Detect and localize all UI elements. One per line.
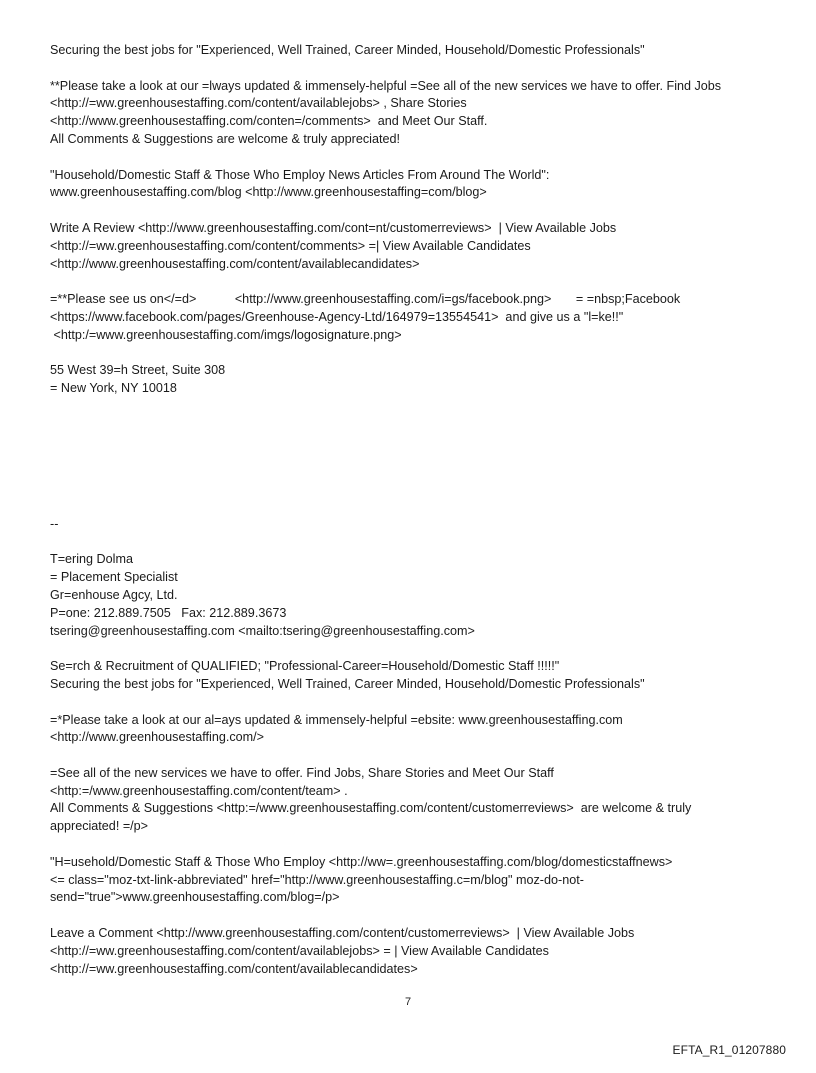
text-line: <http://=ww.greenhousestaffing.com/content/availablecandidates> bbox=[50, 961, 418, 976]
text-line: send="true">www.greenhousestaffing.com/blog=/p> bbox=[50, 890, 340, 905]
text-line: Write A Review <http://www.greenhousestaffing.com/cont=nt/customerreviews> | View Available Jobs bbox=[50, 220, 617, 235]
text-line: <= class="moz-txt-link-abbreviated" href="http://www.greenhousestaffing.c=m/blog" moz-do-not- bbox=[50, 872, 584, 887]
services-paragraph bbox=[50, 765, 766, 836]
text-line: <http://=ww.greenhousestaffing.com/content/availablejobs> , Share Stories bbox=[50, 96, 467, 111]
website-paragraph bbox=[50, 712, 766, 748]
text-line: "H=usehold/Domestic Staff & Those Who Employ <http://ww=.greenhousestaffing.com/blog/domesticstaffnews> bbox=[50, 854, 673, 869]
text-line: appreciated! =/p> bbox=[50, 819, 149, 834]
text-line: All Comments & Suggestions <http:=/www.greenhousestaffing.com/content/customerreviews> are welcome & truly bbox=[50, 801, 692, 816]
text-line: <http:=/www.greenhousestaffing.com/content/team> . bbox=[50, 783, 348, 798]
text-line: All Comments & Suggestions are welcome & truly appreciated! bbox=[50, 131, 400, 146]
text-line: Securing the best jobs for "Experienced, Well Trained, Career Minded, Household/Domestic Professionals" bbox=[50, 676, 645, 691]
email-document-body bbox=[50, 42, 766, 996]
document-id: EFTA_R1_01207880 bbox=[672, 1043, 786, 1057]
blank-space bbox=[50, 416, 766, 516]
text-line: <http:/=www.greenhousestaffing.com/imgs/logosignature.png> bbox=[50, 327, 402, 342]
signature-company: Gr=enhouse Agcy, Ltd. bbox=[50, 587, 178, 602]
address-paragraph bbox=[50, 362, 766, 398]
text-line: <http://www.greenhousestaffing.com/conten=/comments> and Meet Our Staff. bbox=[50, 114, 488, 129]
text-line: "Household/Domestic Staff & Those Who Employ News Articles From Around The World": bbox=[50, 167, 550, 182]
text-line: =*Please take a look at our al=ays updated & immensely-helpful =ebsite: www.greenhousestaffing.com bbox=[50, 712, 623, 727]
tagline-line: Securing the best jobs for "Experienced, Well Trained, Career Minded, Household/Domestic Professionals" bbox=[50, 43, 645, 57]
signature-block bbox=[50, 551, 766, 640]
text-line: Leave a Comment <http://www.greenhousestaffing.com/content/customerreviews> | View Available Jobs bbox=[50, 926, 635, 941]
separator-text: -- bbox=[50, 516, 59, 531]
text-line: <http://www.greenhousestaffing.com/> bbox=[50, 730, 264, 745]
comment-links-paragraph bbox=[50, 925, 766, 978]
page-number: 7 bbox=[404, 996, 412, 1008]
please-look-paragraph bbox=[50, 78, 766, 149]
facebook-paragraph bbox=[50, 291, 766, 344]
signature-separator bbox=[50, 516, 766, 534]
signature-name: T=ering Dolma bbox=[50, 552, 133, 567]
text-line: Se=rch & Recruitment of QUALIFIED; "Professional-Career=Household/Domestic Staff !!!!!" bbox=[50, 659, 560, 674]
signature-title: = Placement Specialist bbox=[50, 570, 178, 585]
news-paragraph bbox=[50, 167, 766, 203]
address-line: 55 West 39=h Street, Suite 308 bbox=[50, 363, 226, 378]
text-line: www.greenhousestaffing.com/blog <http://www.greenhousestaffing=com/blog> bbox=[50, 185, 487, 200]
text-line: <http://=ww.greenhousestaffing.com/content/availablejobs> = | View Available Candidates bbox=[50, 943, 549, 958]
household-paragraph bbox=[50, 854, 766, 907]
signature-email: tsering@greenhousestaffing.com <mailto:tsering@greenhousestaffing.com> bbox=[50, 623, 475, 638]
search-recruitment-paragraph bbox=[50, 658, 766, 694]
review-links-paragraph bbox=[50, 220, 766, 273]
text-line: <http://=ww.greenhousestaffing.com/content/comments> =| View Available Candidates bbox=[50, 238, 531, 253]
text-line: <http://www.greenhousestaffing.com/content/availablecandidates> bbox=[50, 256, 420, 271]
signature-phone: P=one: 212.889.7505 Fax: 212.889.3673 bbox=[50, 605, 287, 620]
text-line: =**Please see us on</=d> <http://www.greenhousestaffing.com/i=gs/facebook.png> = =nbsp;Facebook bbox=[50, 292, 681, 307]
tagline-paragraph bbox=[50, 42, 766, 60]
text-line: **Please take a look at our =lways updated & immensely-helpful =See all of the new services we have to offer. Find Jobs bbox=[50, 78, 722, 93]
text-line: <https://www.facebook.com/pages/Greenhouse-Agency-Ltd/164979=13554541> and give us a "l=ke!!" bbox=[50, 309, 624, 324]
address-line: = New York, NY 10018 bbox=[50, 381, 177, 396]
text-line: =See all of the new services we have to offer. Find Jobs, Share Stories and Meet Our Staff bbox=[50, 765, 554, 780]
